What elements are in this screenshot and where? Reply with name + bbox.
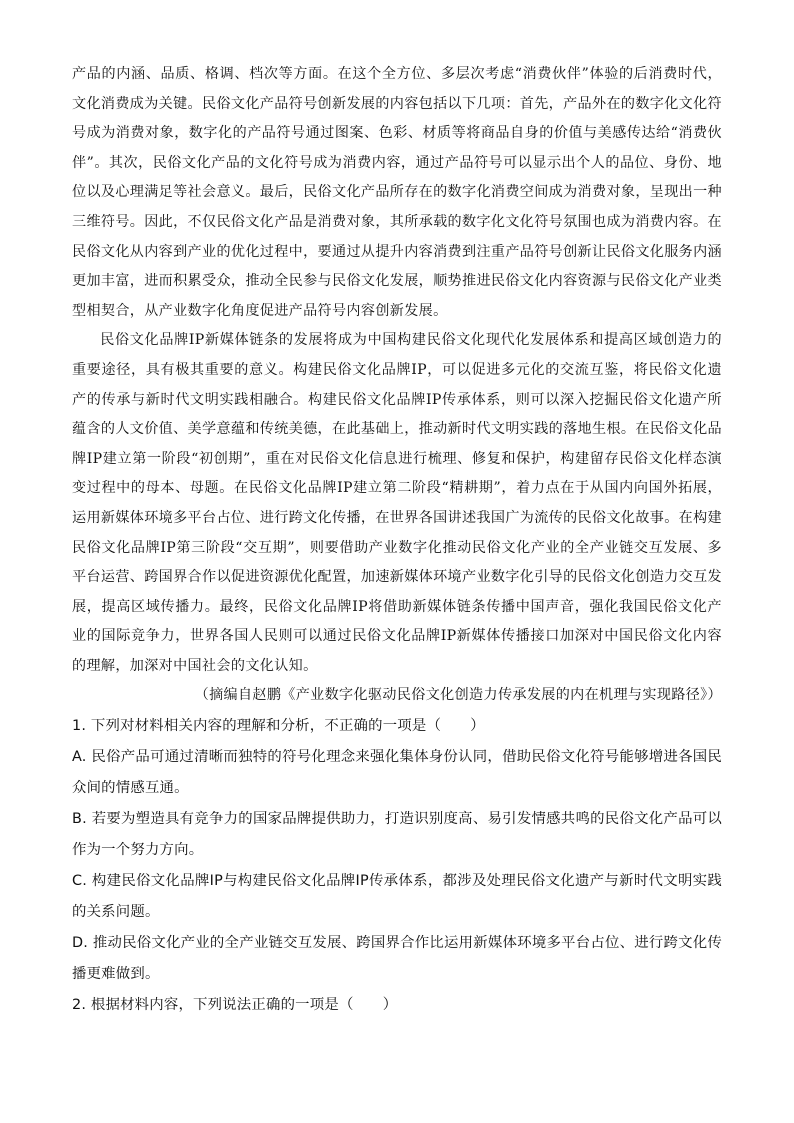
- question-1-option-d: D. 推动民俗文化产业的全产业链交互发展、跨国界合作比运用新媒体环境多平台占位、进行跨文化传播更难做到。: [72, 935, 722, 983]
- question-1-stem: 1. 下列对材料相关内容的理解和分析，不正确的一项是（ ）: [72, 718, 485, 735]
- question-1: [72, 711, 722, 990]
- passage-citation: （摘编自赵鹏《产业数字化驱动民俗文化创造力传承发展的内在机理与实现路径》）: [194, 687, 722, 704]
- question-1-option-a: A. 民俗产品可通过清晰而独特的符号化理念来强化集体身份认同，借助民俗文化符号能够增进各国民众间的情感互通。: [72, 749, 722, 797]
- question-1-option-c: C. 构建民俗文化品牌IP与构建民俗文化品牌IP传承体系，都涉及处理民俗文化遗产与新时代文明实践的关系问题。: [72, 873, 722, 921]
- question-1-option-b: B. 若要为塑造具有竞争力的国家品牌提供助力，打造识别度高、易引发情感共鸣的民俗文化产品可以作为一个努力方向。: [72, 811, 722, 859]
- passage-paragraph-2: 民俗文化品牌IP新媒体链条的发展将成为中国构建民俗文化现代化发展体系和提高区域创造力的重要途径，具有极其重要的意义。构建民俗文化品牌IP，可以促进多元化的交流互鉴，将民俗文化遗产的传承与新时代文明实践相融合。构建民俗文化品牌IP传承体系，则可以深入挖掘民俗文化遗产所蕴含的人文价值、美学意蕴和传统美德，在此基础上，推动新时代文明实践的落地生根。在民俗文化品牌IP建立第一阶段“初创期”，重在对民俗文化信息进行梳理、修复和保护，构建留存民俗文化样态演变过程中的母本、母题。在民俗文化品牌IP建立第二阶段“精耕期”，着力点在于从国内向国外拓展，运用新媒体环境多平台占位、进行跨文化传播，在世界各国讲述我国广为流传的民俗文化故事。在构建民俗文化品牌IP第三阶段“交互期”，则要借助产业数字化推动民俗文化产业的全产业链交互发展、多平台运营、跨国界合作以促进资源优化配置，加速新媒体环境产业数字化引导的民俗文化创造力交互发展，提高区域传播力。最终，民俗文化品牌IP将借助新媒体链条传播中国声音，强化我国民俗文化产业的国际竞争力，世界各国人民则可以通过民俗文化品牌IP新媒体传播接口加深对中国民俗文化内容的理解，加深对中国社会的文化认知。: [72, 332, 722, 674]
- question-2: [72, 990, 722, 1021]
- passage-paragraph-1: 产品的内涵、品质、格调、档次等方面。在这个全方位、多层次考虑“消费伙伴”体验的后消费时代，文化消费成为关键。民俗文化产品符号创新发展的内容包括以下几项：首先，产品外在的数字化文化符号成为消费对象，数字化的产品符号通过图案、色彩、材质等将商品自身的价值与美感传达给“消费伙伴”。其次，民俗文化产品的文化符号成为消费内容，通过产品符号可以显示出个人的品位、身份、地位以及心理满足等社会意义。最后，民俗文化产品所存在的数字化消费空间成为消费对象，呈现出一种三维符号。因此，不仅民俗文化产品是消费对象，其所承载的数字化文化符号氛围也成为消费内容。在民俗文化从内容到产业的优化过程中，要通过从提升内容消费到注重产品符号创新让民俗文化服务内涵更加丰富，进而积累受众，推动全民参与民俗文化发展，顺势推进民俗文化内容资源与民俗文化产业类型相契合，从产业数字化角度促进产品符号内容创新发展。: [72, 66, 722, 319]
- document-body: [72, 60, 722, 1021]
- question-2-stem: 2. 根据材料内容，下列说法正确的一项是（ ）: [72, 997, 398, 1014]
